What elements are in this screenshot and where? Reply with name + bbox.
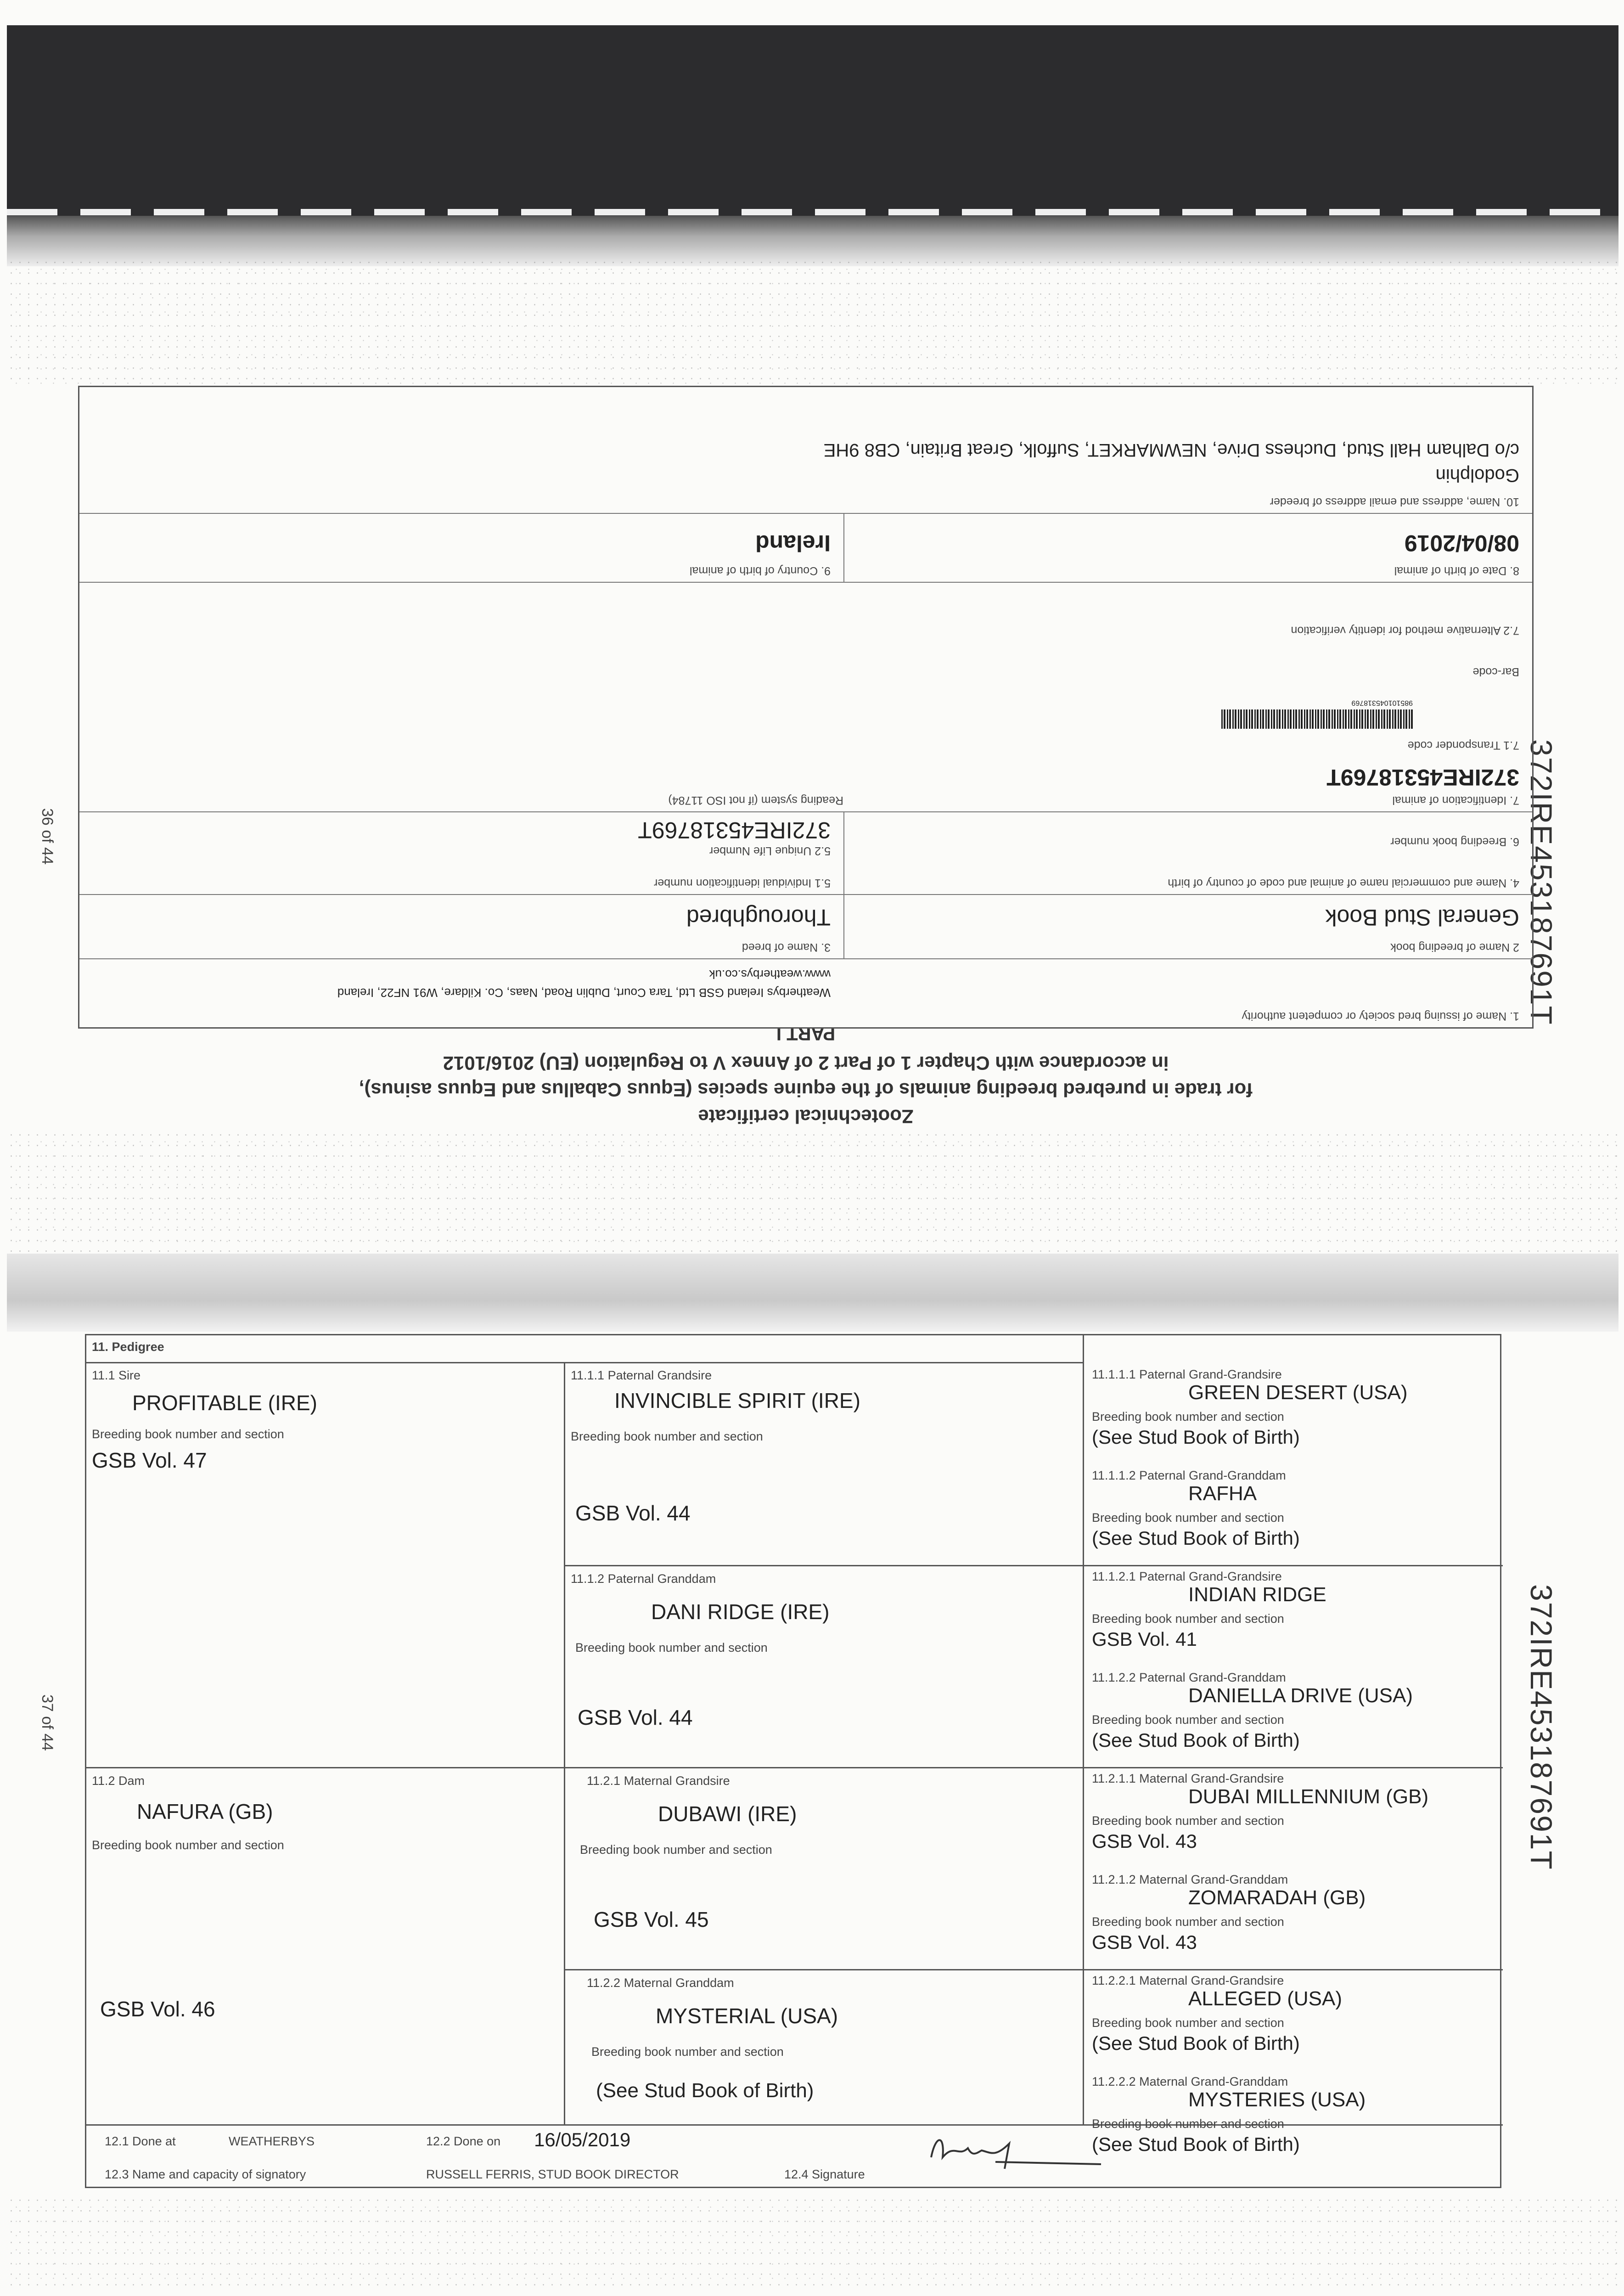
pedigree-heading: 11. Pedigree xyxy=(92,1340,164,1354)
done-at-value: WEATHERBYS xyxy=(229,2134,315,2148)
ggs-7-bb-label: Breeding book number and section xyxy=(1092,2016,1284,2030)
gs-3-code: 11.2.1 Maternal Grandsire xyxy=(587,1774,730,1788)
signatory-label: 12.3 Name and capacity of signatory xyxy=(105,2167,306,2181)
ggs-1-vol: (See Stud Book of Birth) xyxy=(1092,1426,1300,1448)
ggs-1-code: 11.1.1.1 Paternal Grand-Grandsire xyxy=(1092,1367,1282,1381)
field7-1-label: 7.1 Transponder code xyxy=(1407,739,1519,752)
ggs-5-bb-label: Breeding book number and section xyxy=(1092,1814,1284,1828)
ggs-6-name: ZOMARADAH (GB) xyxy=(1188,1886,1366,1909)
gs-3-vol: GSB Vol. 45 xyxy=(594,1908,709,1931)
ggs-3-bb-label: Breeding book number and section xyxy=(1092,1612,1284,1626)
field6-label: 6. Breeding book number xyxy=(1390,835,1519,848)
done-at-label: 12.1 Done at xyxy=(105,2134,176,2148)
issuing-authority-web: www.weatherbys.co.uk xyxy=(709,968,831,981)
ggs-3-name: INDIAN RIDGE xyxy=(1188,1583,1326,1606)
scanner-dark-band xyxy=(7,25,1618,223)
dam-name: NAFURA (GB) xyxy=(137,1800,273,1823)
scan-noise xyxy=(7,1130,1618,1258)
identification-value: 372IRE45318769T xyxy=(1326,765,1519,790)
ggs-2-bb-label: Breeding book number and section xyxy=(1092,1511,1284,1525)
certificate-subtitle-line2: in accordance with Chapter 1 of Part 2 of Annex V to Regulation (EU) 2016/1012 xyxy=(443,1052,1169,1074)
done-on-label: 12.2 Done on xyxy=(426,2134,501,2148)
part1-table xyxy=(78,386,1534,1029)
gs-2-bb-label: Breeding book number and section xyxy=(575,1641,768,1654)
gs-2-vol: GSB Vol. 44 xyxy=(578,1705,693,1729)
row-breeding-book xyxy=(79,894,1532,958)
row-issuing-authority xyxy=(79,958,1532,1027)
pedigree-table xyxy=(85,1334,1501,2188)
breeder-address: c/o Dalham Hall Stud, Duchess Drive, NEWMARKET, Suffolk, Great Britain, CB8 9HE xyxy=(823,440,1519,460)
ggs-8-name: MYSTERIES (USA) xyxy=(1188,2088,1366,2111)
gs-1-bb-label: Breeding book number and section xyxy=(571,1429,763,1443)
field7-label: 7. Identification of animal xyxy=(1392,794,1519,807)
signature-image xyxy=(927,2125,1110,2176)
certificate-title: Zootechnical certificate xyxy=(698,1106,914,1127)
ggs-7-name: ALLEGED (USA) xyxy=(1188,1987,1342,2010)
ggs-6-bb-label: Breeding book number and section xyxy=(1092,1915,1284,1929)
ggs-8-vol: (See Stud Book of Birth) xyxy=(1092,2133,1300,2155)
ggs-2-vol: (See Stud Book of Birth) xyxy=(1092,1527,1300,1549)
field5-1-label: 5.1 Individual identification number xyxy=(654,877,831,889)
ggs-1-name: GREEN DESERT (USA) xyxy=(1188,1381,1408,1404)
sire-bb-label: Breeding book number and section xyxy=(92,1427,284,1441)
ggs-2-code: 11.1.1.2 Paternal Grand-Granddam xyxy=(1092,1469,1286,1482)
field9-label: 9. Country of birth of animal xyxy=(689,564,831,577)
ggs-7-vol: (See Stud Book of Birth) xyxy=(1092,2032,1300,2054)
gs-1-vol: GSB Vol. 44 xyxy=(575,1501,691,1525)
ggs-3-vol: GSB Vol. 41 xyxy=(1092,1628,1197,1650)
breeding-book-value: General Stud Book xyxy=(1325,905,1519,930)
gs-2-name: DANI RIDGE (IRE) xyxy=(651,1600,830,1624)
gs-4-vol: (See Stud Book of Birth) xyxy=(596,2079,814,2102)
ggs-5-name: DUBAI MILLENNIUM (GB) xyxy=(1188,1785,1429,1808)
field1-label: 1. Name of issuing bred society or competent authority xyxy=(1242,1010,1519,1023)
ggs-2-name: RAFHA xyxy=(1188,1482,1257,1505)
ggs-3-code: 11.1.2.1 Paternal Grand-Grandsire xyxy=(1092,1570,1282,1583)
gs-4-code: 11.2.2 Maternal Granddam xyxy=(587,1976,734,1990)
ggs-6-code: 11.2.1.2 Maternal Grand-Granddam xyxy=(1092,1873,1288,1886)
sire-vol: GSB Vol. 47 xyxy=(92,1448,207,1472)
row-breeder xyxy=(79,384,1532,513)
ggs-7-code: 11.2.2.1 Maternal Grand-Grandsire xyxy=(1092,1974,1284,1987)
row-name-and-ids xyxy=(79,811,1532,894)
barcode-number: 985101045318769 xyxy=(1351,699,1413,707)
row-identification xyxy=(79,582,1532,811)
ggs-6-vol: GSB Vol. 43 xyxy=(1092,1931,1197,1953)
country-of-birth-value: Ireland xyxy=(755,530,831,556)
sire-code: 11.1 Sire xyxy=(92,1368,141,1382)
signatory-value: RUSSELL FERRIS, STUD BOOK DIRECTOR xyxy=(426,2167,679,2181)
ggs-4-vol: (See Stud Book of Birth) xyxy=(1092,1729,1300,1751)
certificate-subtitle-line1: for trade in purebred breeding animals of the equine species (Equus Caballus and Equus asinus), xyxy=(359,1079,1253,1101)
scan-noise xyxy=(7,2195,1618,2287)
unique-life-number: 372IRE45318769T xyxy=(638,817,831,843)
field5-2-label: 5.2 Unique Life Number xyxy=(709,844,831,857)
ggs-5-vol: GSB Vol. 43 xyxy=(1092,1830,1197,1852)
ggs-4-name: DANIELLA DRIVE (USA) xyxy=(1188,1684,1413,1707)
gs-2-code: 11.1.2 Paternal Granddam xyxy=(571,1572,716,1586)
scanner-dashed-edge xyxy=(7,209,1618,215)
gs-1-name: INVINCIBLE SPIRIT (IRE) xyxy=(614,1389,860,1412)
dam-bb-label: Breeding book number and section xyxy=(92,1838,284,1852)
vertical-id-top: 372IRE453187691T xyxy=(1524,739,1558,1025)
ggs-8-bb-label: Breeding book number and section xyxy=(1092,2117,1284,2131)
field8-label: 8. Date of birth of animal xyxy=(1394,564,1519,577)
field3-label: 3. Name of breed xyxy=(742,941,831,954)
field2-label: 2 Name of breeding book xyxy=(1390,941,1519,954)
page-number-top: 36 of 44 xyxy=(39,808,56,865)
signature-label: 12.4 Signature xyxy=(784,2167,865,2181)
field10-label: 10. Name, address and email address of breeder xyxy=(1270,495,1519,508)
issuing-authority-value: Weatherbys Ireland GSB Ltd, Tara Court, Dublin Road, Naas, Co. Kildare, W91 NF22, Ireland xyxy=(337,986,831,1000)
reading-system-label: Reading system (if not ISO 11784) xyxy=(668,794,843,807)
ggs-4-code: 11.1.2.2 Paternal Grand-Granddam xyxy=(1092,1671,1286,1684)
page-number-bottom: 37 of 44 xyxy=(39,1694,56,1751)
page-fold-shadow xyxy=(7,1254,1618,1332)
ggs-8-code: 11.2.2.2 Maternal Grand-Granddam xyxy=(1092,2075,1288,2088)
gs-4-bb-label: Breeding book number and section xyxy=(591,2045,784,2059)
gs-1-code: 11.1.1 Paternal Grandsire xyxy=(571,1368,712,1382)
part-label: PART I xyxy=(776,1024,836,1044)
gs-3-bb-label: Breeding book number and section xyxy=(580,1843,772,1857)
gs-4-name: MYSTERIAL (USA) xyxy=(656,2004,838,2028)
done-on-value: 16/05/2019 xyxy=(534,2129,631,2150)
breed-value: Thoroughbred xyxy=(686,905,831,930)
barcode-label: Bar-code xyxy=(1472,665,1519,678)
gs-3-name: DUBAWI (IRE) xyxy=(658,1802,797,1826)
breeder-name: Godolphin xyxy=(1435,465,1519,485)
field7-2-label: 7.2 Alternative method for identity verification xyxy=(1291,624,1519,637)
dam-code: 11.2 Dam xyxy=(92,1774,145,1788)
barcode-image xyxy=(1220,709,1413,729)
part1-header xyxy=(78,1020,1534,1130)
vertical-id-bottom: 372IRE453187691T xyxy=(1524,1584,1558,1870)
scan-noise xyxy=(7,257,1618,386)
ggs-5-code: 11.2.1.1 Maternal Grand-Grandsire xyxy=(1092,1772,1284,1785)
part1-certificate xyxy=(78,386,1534,1130)
field4-label: 4. Name and commercial name of animal and code of country of birth xyxy=(1168,877,1519,889)
sire-name: PROFITABLE (IRE) xyxy=(132,1391,317,1415)
dam-vol: GSB Vol. 46 xyxy=(100,1997,215,2021)
row-birth xyxy=(79,513,1532,582)
ggs-1-bb-label: Breeding book number and section xyxy=(1092,1410,1284,1424)
ggs-4-bb-label: Breeding book number and section xyxy=(1092,1713,1284,1727)
date-of-birth-value: 08/04/2019 xyxy=(1404,530,1519,556)
